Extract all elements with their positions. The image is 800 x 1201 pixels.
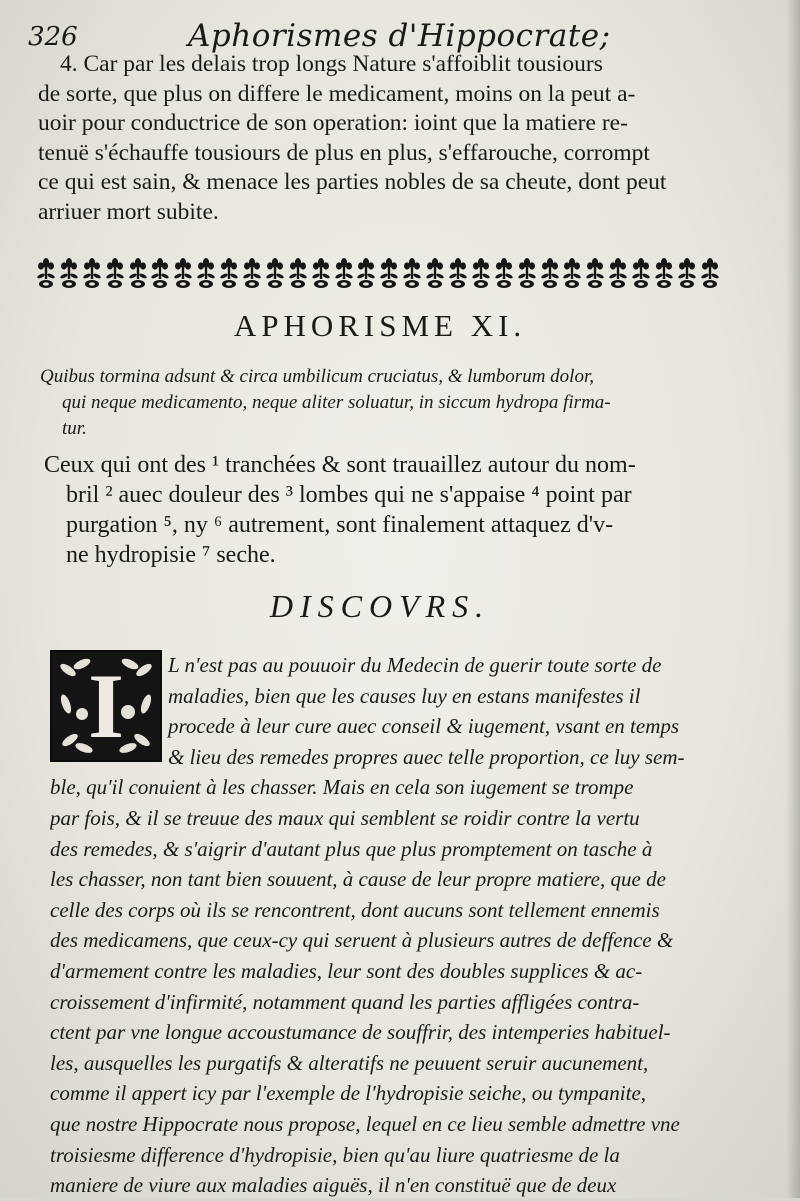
latin-line: qui neque medicamento, neque aliter soluatur, in siccum hydropa firma- <box>62 392 611 413</box>
body-line: des remedes, & s'aigrir d'autant plus que plus promptement on tasche à <box>50 836 653 861</box>
latin-line: Quibus tormina adsunt & circa umbilicum cruciatus, & lumborum dolor, <box>40 366 594 387</box>
text-line: 4. Car par les delais trop longs Nature s'affoiblit tousiours <box>60 51 603 77</box>
fleuron-icon <box>402 256 422 290</box>
fleuron-icon <box>448 256 468 290</box>
french-line: Ceux qui ont des ¹ tranchées & sont trauaillez autour du nom- <box>44 452 636 478</box>
body-line: que nostre Hippocrate nous propose, lequel en ce lieu semble admettre vne <box>50 1111 680 1136</box>
french-translation <box>44 450 734 570</box>
fleuron-icon <box>242 256 262 290</box>
fleuron-icon <box>631 256 651 290</box>
french-line: ne hydropisie ⁷ seche. <box>66 542 276 568</box>
fleuron-icon <box>517 256 537 290</box>
initial-letter: I <box>88 655 124 757</box>
fleuron-icon <box>105 256 125 290</box>
body-line: d'armement contre les maladies, leur sont des doubles supplices & ac- <box>50 958 643 983</box>
body-line: croissement d'infirmité, notamment quand les parties affligées contra- <box>50 989 640 1014</box>
body-line: des medicamens, que ceux-cy qui seruent à plusieurs autres de deffence & <box>50 928 674 953</box>
text-line: ce qui est sain, & menace les parties nobles de sa cheute, dont peut <box>38 169 667 195</box>
fleuron-icon <box>82 256 102 290</box>
body-line: par fois, & il se treuue des maux qui semblent se roidir contre la vertu <box>50 805 640 830</box>
fleuron-icon <box>425 256 445 290</box>
text-line: arriuer mort subite. <box>38 198 219 225</box>
discours-text <box>50 650 726 1201</box>
running-title: Aphorismes d'Hippocrate; <box>188 18 611 54</box>
french-line: bril ² auec douleur des ³ lombes qui ne s'appaise ⁴ point par <box>66 482 632 508</box>
fleuron-icon <box>356 256 376 290</box>
latin-aphorism <box>40 364 730 442</box>
fleuron-icon <box>379 256 399 290</box>
fleuron-icon <box>59 256 79 290</box>
fleuron-icon <box>334 256 354 290</box>
fleuron-icon <box>677 256 697 290</box>
french-line: purgation ⁵, ny ⁶ autrement, sont finalement attaquez d'v- <box>66 512 614 538</box>
fleuron-icon <box>150 256 170 290</box>
body-line: procede à leur cure auec conseil & iugement, vsant en temps <box>168 714 680 739</box>
fleuron-icon <box>540 256 560 290</box>
fleuron-icon <box>311 256 331 290</box>
body-line: ctent par vne longue accoustumance de souffrir, des intemperies habituel- <box>50 1020 671 1045</box>
body-line: maniere de viure aux maladies aiguës, il n'en constituë que de deux <box>50 1173 617 1198</box>
fleuron-icon <box>562 256 582 290</box>
fleuron-icon <box>585 256 605 290</box>
fleuron-icon <box>196 256 216 290</box>
continued-paragraph <box>38 50 728 227</box>
latin-line: tur. <box>62 418 87 439</box>
fleuron-icon <box>288 256 308 290</box>
fleuron-icon <box>654 256 674 290</box>
aphorism-title: APHORISME XI. <box>233 308 527 343</box>
fleuron-icon <box>219 256 239 290</box>
page-edge-shadow <box>786 0 800 1198</box>
body-line: les, ausquelles les purgatifs & alteratifs ne peuuent seruir aucunement, <box>50 1050 649 1075</box>
page-number: 326 <box>28 22 78 52</box>
fleuron-icon <box>494 256 514 290</box>
text-line: tenuë s'échauffe tousiours de plus en plus, s'effarouche, corrompt <box>38 139 650 166</box>
body-line: celle des corps où ils se rencontrent, dont aucuns sont tellement ennemis <box>50 897 660 922</box>
section-heading: DISCOVRS. <box>269 588 491 624</box>
fleuron-icon <box>265 256 285 290</box>
body-line: L n'est pas au pouuoir du Medecin de guerir toute sorte de <box>168 653 662 677</box>
text-line: de sorte, que plus on differe le medicament, moins on la peut a- <box>38 80 636 107</box>
fleuron-icon <box>608 256 628 290</box>
body-line: & lieu des remedes propres auec telle proportion, ce luy sem- <box>168 744 685 769</box>
fleuron-icon <box>173 256 193 290</box>
text-line: uoir pour conductrice de son operation: ioint que la matiere re- <box>38 110 628 136</box>
fleuron-icon <box>471 256 491 290</box>
body-line: comme il appert icy par l'exemple de l'hydropisie seiche, ou tympanite, <box>50 1081 647 1106</box>
fleuron-border <box>36 254 720 292</box>
body-line: ble, qu'il conuient à les chasser. Mais en cela son iugement se trompe <box>50 775 634 800</box>
body-line: les chasser, non tant bien souuent, à cause de leur propre matiere, que de <box>50 867 666 892</box>
fleuron-icon <box>36 256 56 290</box>
fleuron-icon <box>700 256 720 290</box>
body-line: maladies, bien que les causes luy en estans manifestes il <box>168 683 641 708</box>
body-line: troisiesme difference d'hydropisie, bien qu'au liure quatriesme de la <box>50 1142 620 1167</box>
fleuron-icon <box>128 256 148 290</box>
